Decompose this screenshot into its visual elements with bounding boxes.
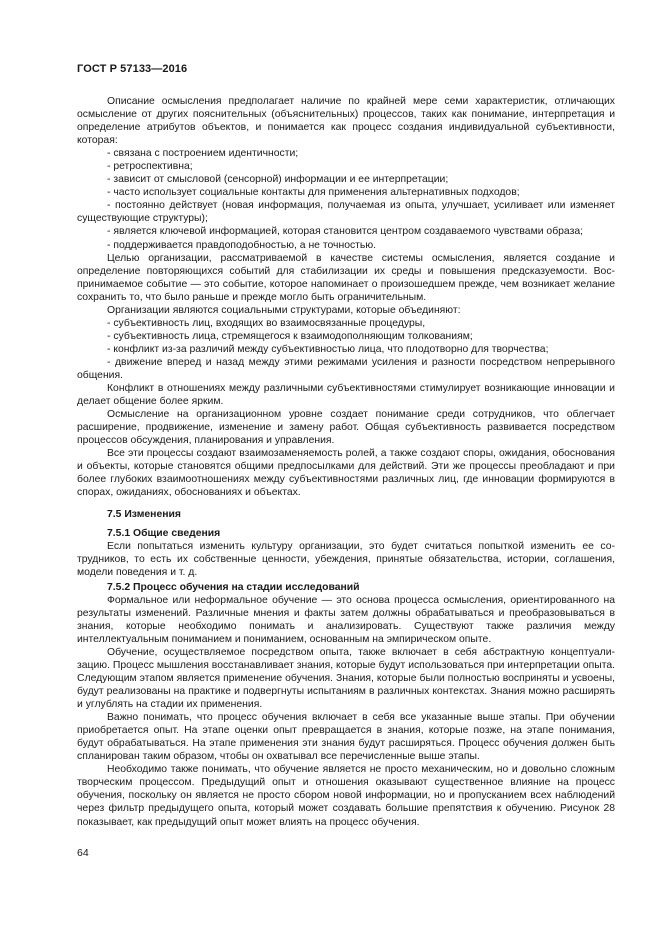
list-item: - ретроспективна; bbox=[107, 161, 193, 173]
list-item: - зависит от смысловой (сенсорной) информации и ее интерпретации; bbox=[107, 174, 449, 186]
body-paragraph: Конфликт в отношениях между различными субъективностями стимулирует возникающие инновации и делает общение более ярким. bbox=[77, 383, 615, 408]
body-paragraph: Если попытаться изменить культуру организации, это будет считаться попыткой изменить ее сотрудников, то есть их собственные ценности, убеждения, принятые обязательства, истории, соглашения, модели поведения и т. д. bbox=[77, 540, 615, 578]
list-item: - конфликт из-за различий между субъективностью лица, что плодотворно для творчества; bbox=[107, 343, 549, 355]
list-item: - является ключевой информацией, которая становится центром создаваемого чувствами образа; bbox=[107, 226, 584, 238]
body-paragraph: Формальное или неформальное обучение — это основа процесса осмысления, ориентированного на результаты изменений. Различные мнения и факты затем должны обрабатываться и преобразовываться в знания, которые необходимо понимать и анализировать. Существуют также различия между интеллектуальным пониманием и пониманием, основанным на эмпирическом опыте. bbox=[77, 594, 615, 645]
goal-paragraph: Целью организации, рассматриваемой в качестве системы осмысления, является создание и определение повторяющихся событий для стабилизации их среды и повышения предсказуемости. Воспринимаемое событие — это событие, которое напоминает о произошедшем прежде, чем возникает желание сохранить то, что было раньше и прежде могло быть ограничительным. bbox=[77, 252, 615, 303]
subsection-heading: 7.5.1 Общие сведения bbox=[107, 527, 221, 539]
section-heading: 7.5 Изменения bbox=[107, 509, 181, 521]
social-paragraph: Организации являются социальными структурами, которые объединяют: bbox=[107, 304, 461, 316]
list-item: - постоянно действует (новая информация, получаемая из опыта, улучшает, усиливает или изменяет существующие структуры); bbox=[77, 200, 615, 225]
body-paragraph: Важно понимать, что процесс обучения включает в себя все указанные выше этапы. При обучении приобретается опыт. На этапе оценки опыт превращается в знания, которые позже, на этапе понимания, будут обрабатываться. На этапе применения эти знания будут расширяться. Процесс обучения должен быть спланирован таким образом, чтобы он охватывал все перечисленные выше этапы. bbox=[77, 712, 615, 763]
list-item: - субъективность лица, стремящегося к взаимодополняющим толкованиям; bbox=[107, 330, 473, 342]
body-paragraph: Осмысление на организационном уровне создает понимание среди сотрудников, что облегчает расширение, продвижение, изменение и замену работ. Общая субъективность развивается посредством процессов обсуждения, планирования и управления. bbox=[77, 409, 615, 447]
page-body bbox=[77, 95, 615, 829]
list-item: - часто использует социальные контакты для применения альтернативных подходов; bbox=[107, 187, 520, 199]
document-header: ГОСТ Р 57133—2016 bbox=[77, 63, 188, 75]
intro-paragraph: Описание осмысления предполагает наличие по крайней мере семи характеристик, отличающих осмысление от других пояснительных (объяснительных) процессов, таких как понимание, интерпретация и определение атрибутов объектов, и понимается как процесс создания индивидуальной субъективности, которая: bbox=[77, 96, 615, 147]
list-item: - связана с построением идентичности; bbox=[107, 148, 299, 160]
body-paragraph: Все эти процессы создают взаимозаменяемость ролей, а также создают споры, ожидания, обоснования и объекты, которые становятся общими предпосылками для действий. Эти же процессы преобладают и при более глубоких взаимоотношениях между субъективностями различных лиц, где инновации формируются в спорах, ожиданиях, обоснованиях и объектах. bbox=[77, 448, 615, 499]
list-item: - субъективность лиц, входящих во взаимосвязанные процедуры, bbox=[107, 317, 426, 329]
subsection-heading: 7.5.2 Процесс обучения на стадии исследований bbox=[107, 581, 360, 593]
body-paragraph: Необходимо также понимать, что обучение является не просто механическим, но и довольно сложным творческим процессом. Предыдущий опыт и отношения оказывают существенное влияние на процесс обучения, поскольку он является не просто сбором новой информации, но и пропусканием всех наблюдений через фильтр предыдущего опыта, который может создавать большие препятствия к обучению. Рисунок 28 показывает, как предыдущий опыт может влиять на процесс обучения. bbox=[77, 764, 615, 828]
page-number: 64 bbox=[77, 847, 89, 859]
body-paragraph: Обучение, осуществляемое посредством опыта, также включает в себя абстрактную концептуализацию. Процесс мышления восстанавливает знания, которые будут использоваться при интерпретации опыта. Следующим этапом является применение обучения. Знания, которые были полностью восприняты и усвоены, будут реализованы на практике и подвергнуты испытаниям в различных контекстах. Знания можно расширять и углублять на стадии их применения. bbox=[77, 646, 615, 711]
list-item: - поддерживается правдоподобностью, а не точностью. bbox=[107, 239, 377, 251]
list-item: - движение вперед и назад между этими режимами усиления и разности посредством непрерывного общения. bbox=[77, 356, 615, 381]
